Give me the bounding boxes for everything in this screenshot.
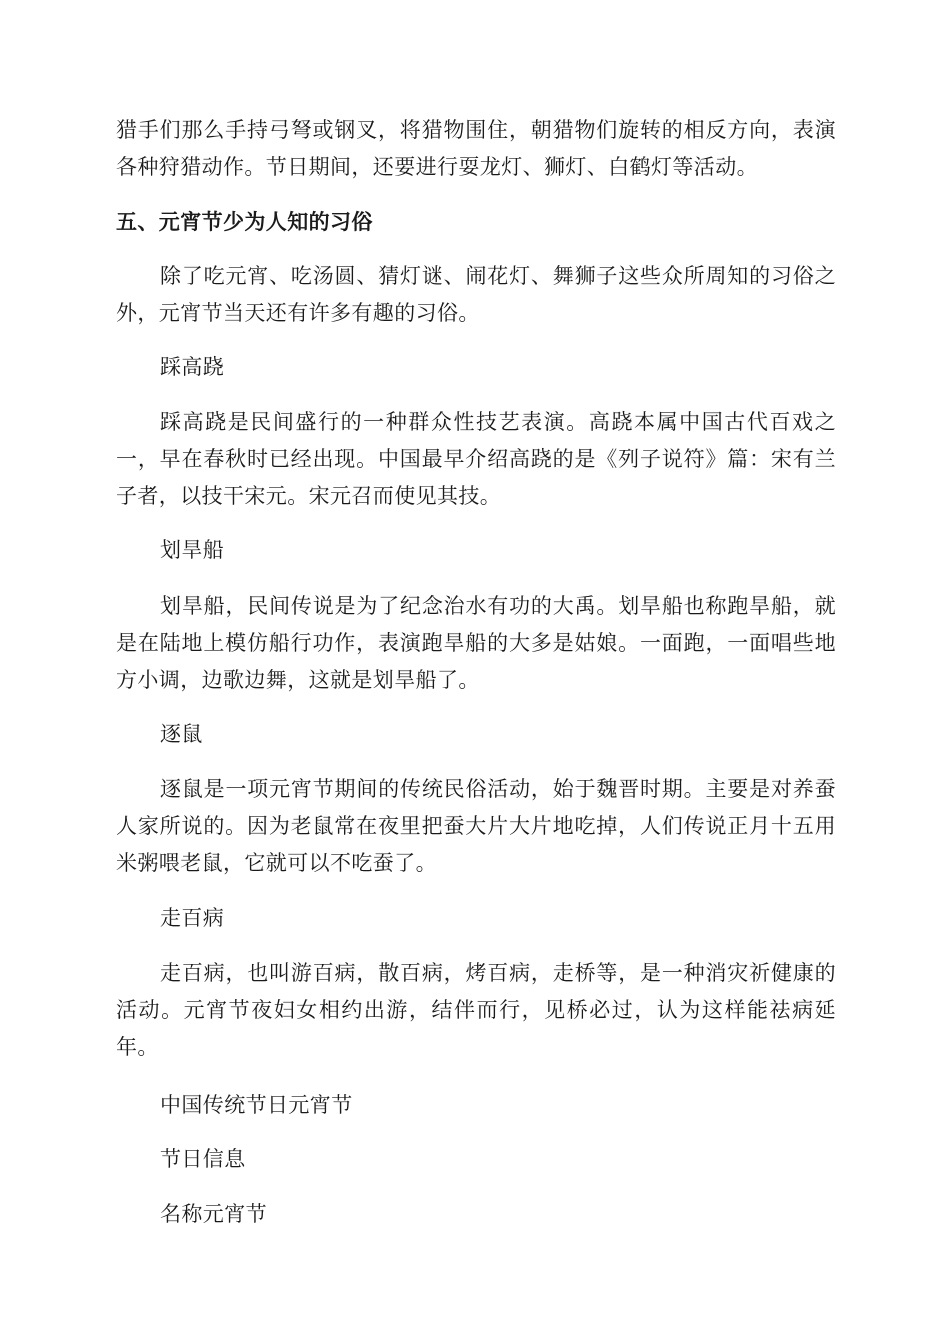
custom-title-stilts: 踩高跷 xyxy=(160,355,225,379)
continuation-paragraph: 猎手们那么手持弓弩或钢叉，将猎物围住，朝猎物们旋转的相反方向，表演各种狩猎动作。节日期间，还要进行耍龙灯、狮灯、白鹤灯等活动。 xyxy=(116,118,836,179)
custom-text-land-boat: 划旱船，民间传说是为了纪念治水有功的大禹。划旱船也称跑旱船，就是在陆地上模仿船行功作，表演跑旱船的大多是姑娘。一面跑，一面唱些地方小调，边歌边舞，这就是划旱船了。 xyxy=(116,594,836,692)
custom-text-walk-away-illness: 走百病，也叫游百病，散百病，烤百病，走桥等，是一种消灾祈健康的活动。元宵节夜妇女相约出游，结伴而行，见桥必过，认为这样能祛病延年。 xyxy=(116,961,836,1059)
custom-title-walk-away-illness: 走百病 xyxy=(160,906,225,930)
intro-paragraph: 除了吃元宵、吃汤圆、猜灯谜、闹花灯、舞狮子这些众所周知的习俗之外，元宵节当天还有许多有趣的习俗。 xyxy=(116,264,836,325)
custom-text-stilts: 踩高跷是民间盛行的一种群众性技艺表演。高跷本属中国古代百戏之一，早在春秋时已经出现。中国最早介绍高跷的是《列子说符》篇：宋有兰子者，以技干宋元。宋元召而使见其技。 xyxy=(116,410,836,508)
custom-text-chase-mice: 逐鼠是一项元宵节期间的传统民俗活动，始于魏晋时期。主要是对养蚕人家所说的。因为老鼠常在夜里把蚕大片大片地吃掉，人们传说正月十五用米粥喂老鼠，它就可以不吃蚕了。 xyxy=(116,777,836,875)
custom-title-land-boat: 划旱船 xyxy=(160,538,225,562)
trailing-line-title: 中国传统节日元宵节 xyxy=(160,1093,353,1117)
section-heading: 五、元宵节少为人知的习俗 xyxy=(116,209,373,234)
trailing-line-info: 节日信息 xyxy=(160,1147,246,1171)
trailing-line-name: 名称元宵节 xyxy=(160,1202,267,1226)
custom-title-chase-mice: 逐鼠 xyxy=(160,722,203,746)
